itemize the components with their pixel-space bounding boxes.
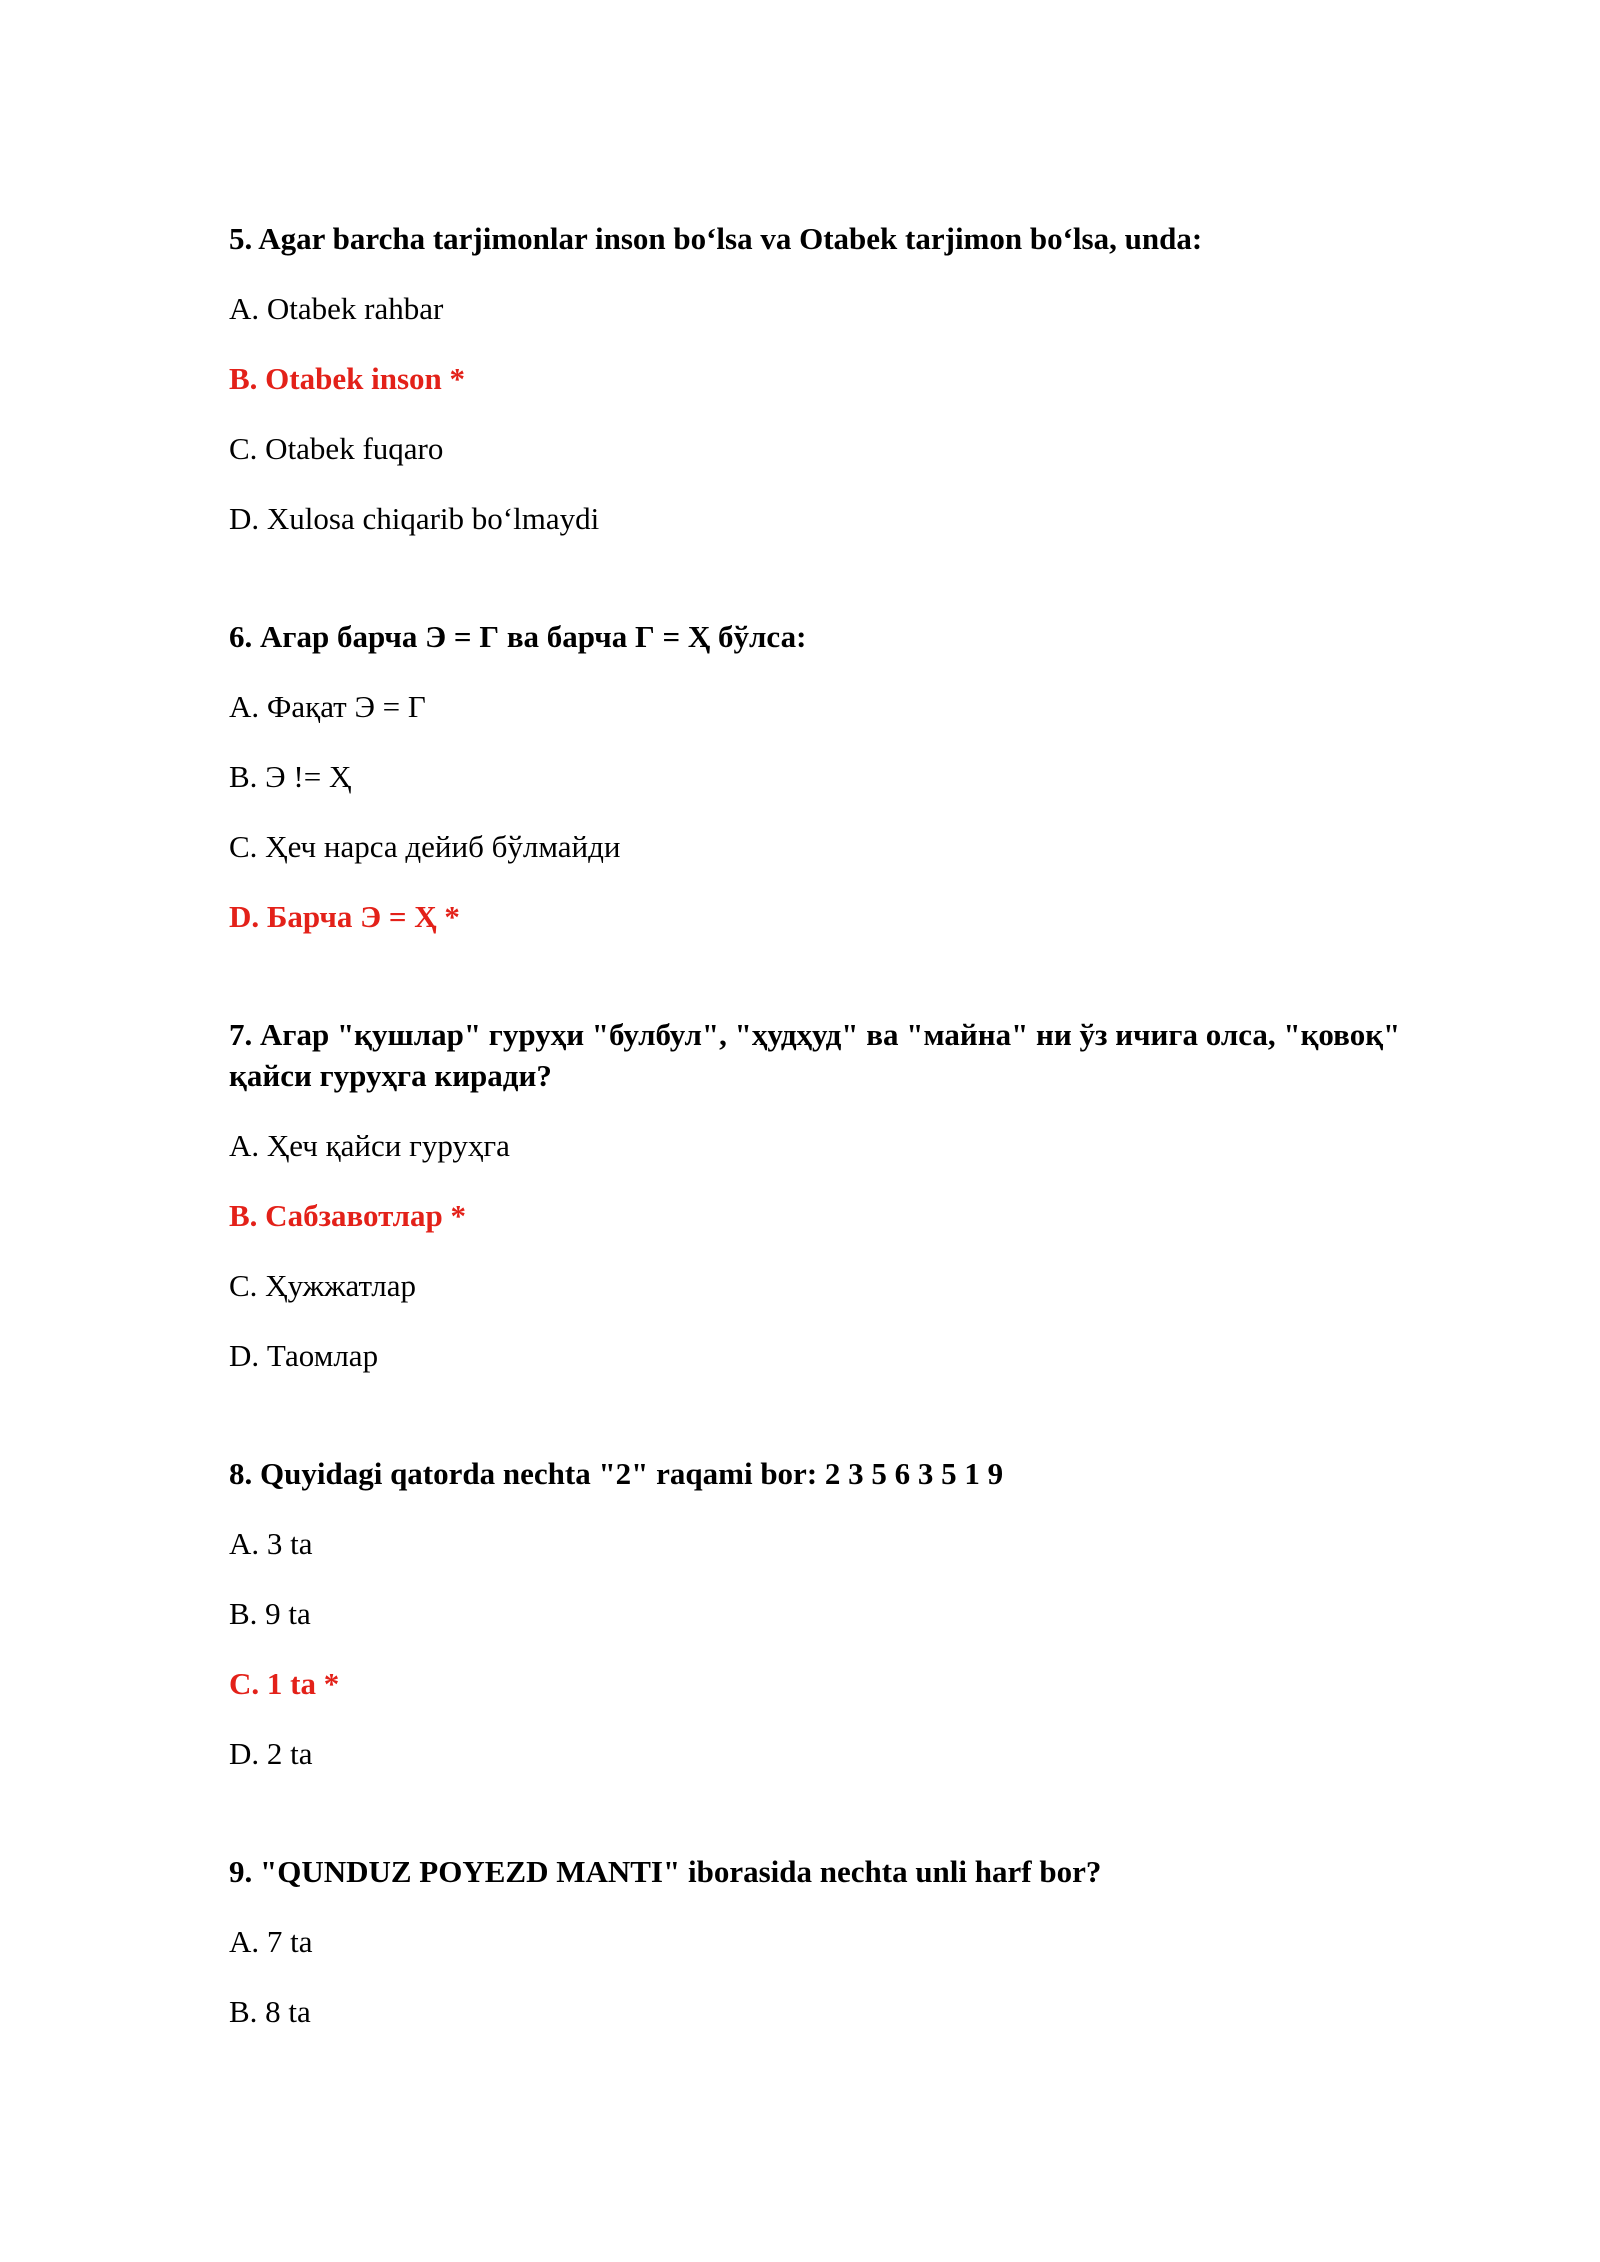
answer-option: C. Otabek fuqaro [229,431,444,466]
answer-option: A. 7 ta [229,1924,313,1959]
question-text: 6. Агар барча Э = Г ва барча Г = Ҳ бўлса: [229,619,807,654]
answer-option: B. 8 ta [229,1994,311,2029]
answer-option: A. Ҳеч қайси гуруҳга [229,1128,510,1163]
answer-option: D. Xulosa chiqarib bo‘lmaydi [229,501,600,536]
answer-option: D. Таомлар [229,1338,379,1373]
question-block [229,218,1469,539]
answer-option: C. Ҳеч нарса дейиб бўлмайди [229,829,621,864]
question-block [229,616,1469,937]
question-text: 5. Agar barcha tarjimonlar inson bo‘lsa va Otabek tarjimon bo‘lsa, unda: [229,221,1203,256]
question-text: 8. Quyidagi qatorda nechta "2" raqami bor: 2 3 5 6 3 5 1 9 [229,1456,1004,1491]
answer-option-correct: D. Барча Э = Ҳ * [229,899,460,934]
answer-option-correct: C. 1 ta * [229,1666,340,1701]
answer-option-correct: B. Сабзавотлар * [229,1198,466,1233]
answer-option: A. Otabek rahbar [229,291,444,326]
question-text: 9. "QUNDUZ POYEZD MANTI" iborasida nechta unli harf bor? [229,1854,1102,1889]
question-block [229,1851,1469,2032]
answer-option: C. Ҳужжатлар [229,1268,416,1303]
answer-option: B. Э != Ҳ [229,759,352,794]
question-block [229,1014,1469,1376]
answer-option: A. Фақат Э = Г [229,689,426,724]
answer-option: B. 9 ta [229,1596,311,1631]
quiz-content [229,218,1469,2109]
answer-option-correct: B. Otabek inson * [229,361,466,396]
question-block [229,1453,1469,1774]
answer-option: A. 3 ta [229,1526,313,1561]
answer-option: D. 2 ta [229,1736,313,1771]
question-text: 7. Агар "қушлар" гуруҳи "булбул", "ҳудҳуд" ва "майна" ни ўз ичига олса, "қовоқ" қайси гуруҳга киради? [229,1017,1401,1093]
